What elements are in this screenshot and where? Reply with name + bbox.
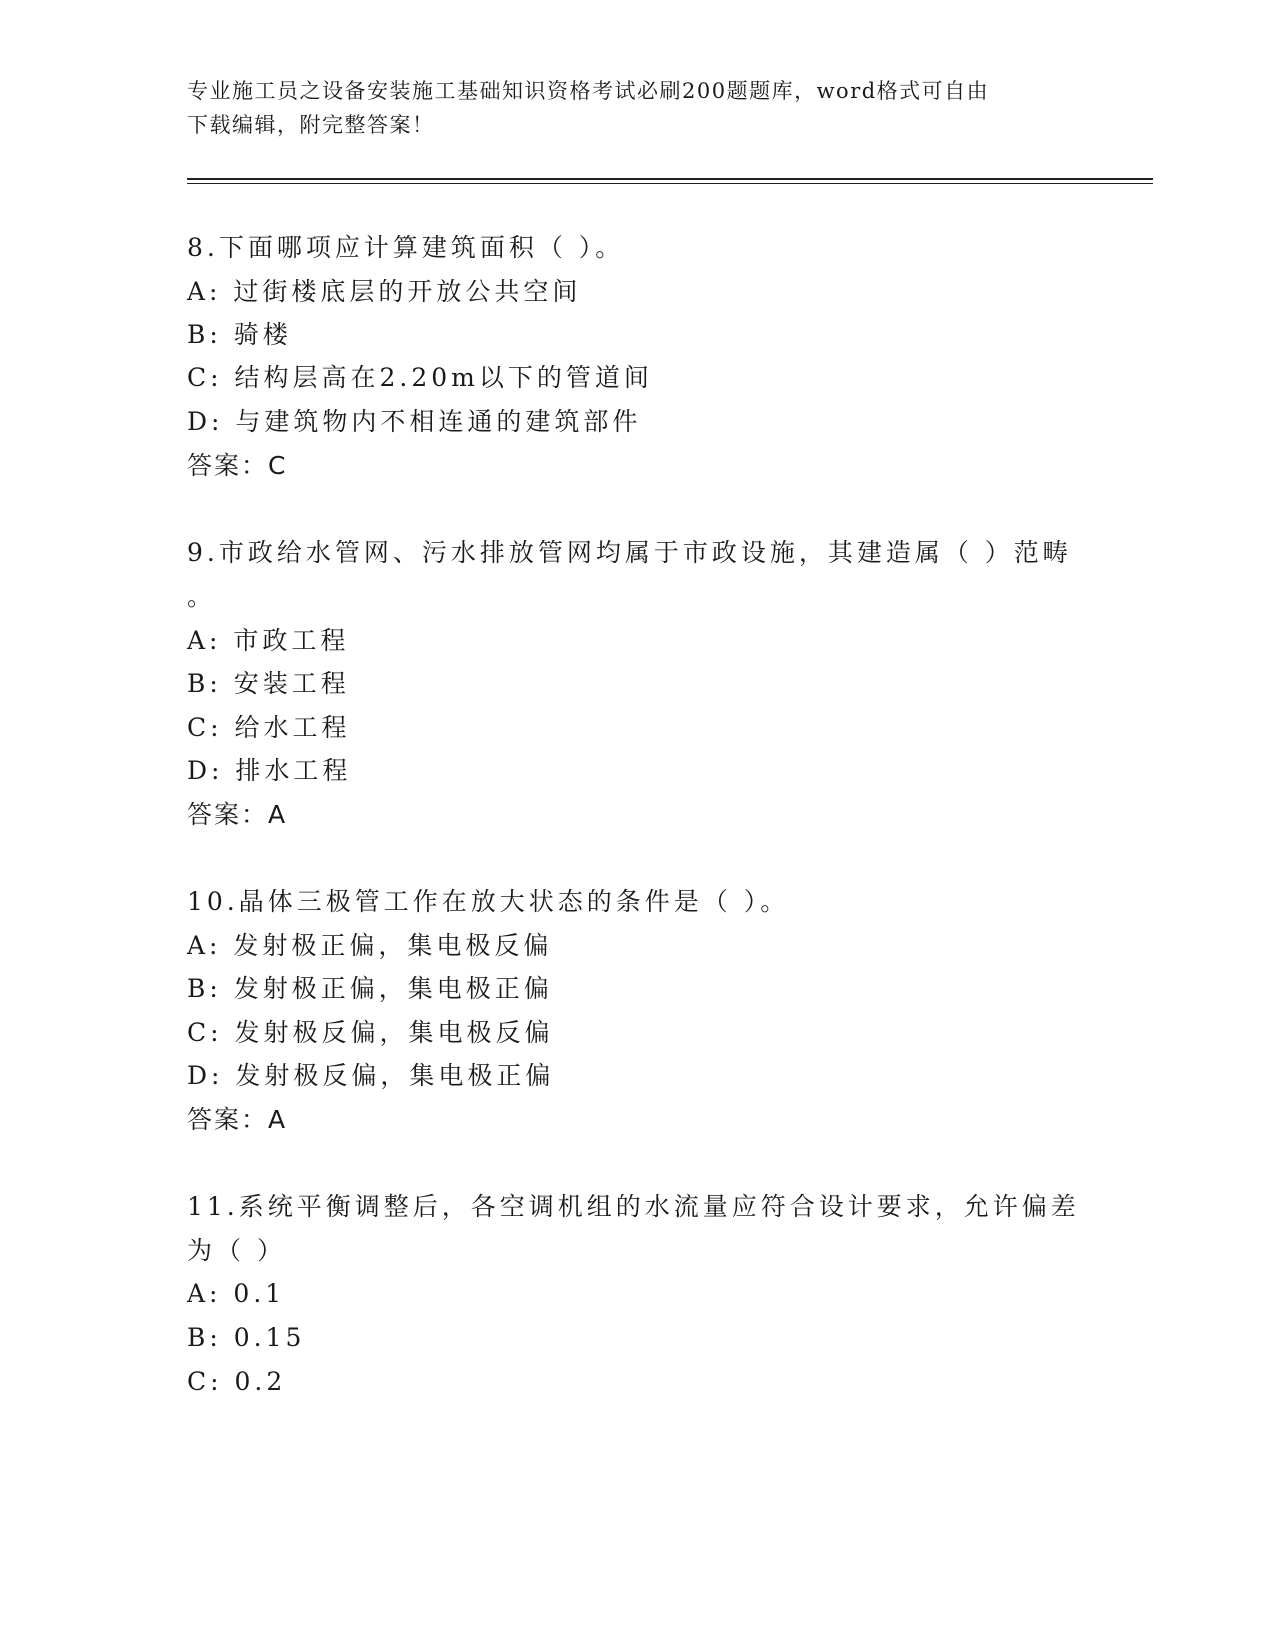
question-8-option-a: A: 过街楼底层的开放公共空间 — [187, 277, 582, 306]
question-8-stem: 8.下面哪项应计算建筑面积（ ）。 — [187, 233, 625, 262]
question-8-option-d: D: 与建筑物内不相连通的建筑部件 — [187, 407, 642, 436]
question-9-stem-continued: 。 — [187, 582, 217, 611]
question-10-option-a: A: 发射极正偏，集电极反偏 — [187, 931, 553, 960]
question-11-stem-continued: 为（ ） — [187, 1236, 286, 1265]
question-10-option-c: C: 发射极反偏，集电极反偏 — [187, 1018, 554, 1047]
question-8-answer: 答案：C — [187, 451, 288, 480]
question-8-option-c: C: 结构层高在2.20m以下的管道间 — [187, 363, 653, 392]
question-8-option-b: B: 骑楼 — [187, 320, 292, 349]
question-10-stem: 10.晶体三极管工作在放大状态的条件是（ ）。 — [187, 887, 790, 916]
question-11-option-a: A: 0.1 — [187, 1279, 286, 1308]
question-10-option-b: B: 发射极正偏，集电极正偏 — [187, 974, 553, 1003]
question-11-option-b: B: 0.15 — [187, 1323, 306, 1352]
question-11-option-c: C: 0.2 — [187, 1367, 287, 1396]
question-9-option-d: D: 排水工程 — [187, 756, 352, 785]
question-9-stem: 9.市政给水管网、污水排放管网均属于市政设施，其建造属（ ）范畴 — [187, 538, 1072, 567]
question-10-answer: 答案：A — [187, 1105, 288, 1134]
question-9-answer: 答案：A — [187, 800, 288, 829]
question-9-option-b: B: 安装工程 — [187, 669, 350, 698]
header-divider-thick — [187, 178, 1153, 180]
question-9-option-c: C: 给水工程 — [187, 713, 351, 742]
question-9-option-a: A: 市政工程 — [187, 626, 350, 655]
document-header — [187, 74, 1067, 142]
question-11-stem: 11.系统平衡调整后，各空调机组的水流量应符合设计要求，允许偏差 — [187, 1192, 1080, 1221]
header-line-2: 下载编辑，附完整答案！ — [187, 113, 435, 137]
header-divider-thin — [187, 183, 1153, 184]
question-10-option-d: D: 发射极反偏，集电极正偏 — [187, 1061, 555, 1090]
header-line-1: 专业施工员之设备安装施工基础知识资格考试必刷200题题库，word格式可自由 — [187, 79, 990, 103]
